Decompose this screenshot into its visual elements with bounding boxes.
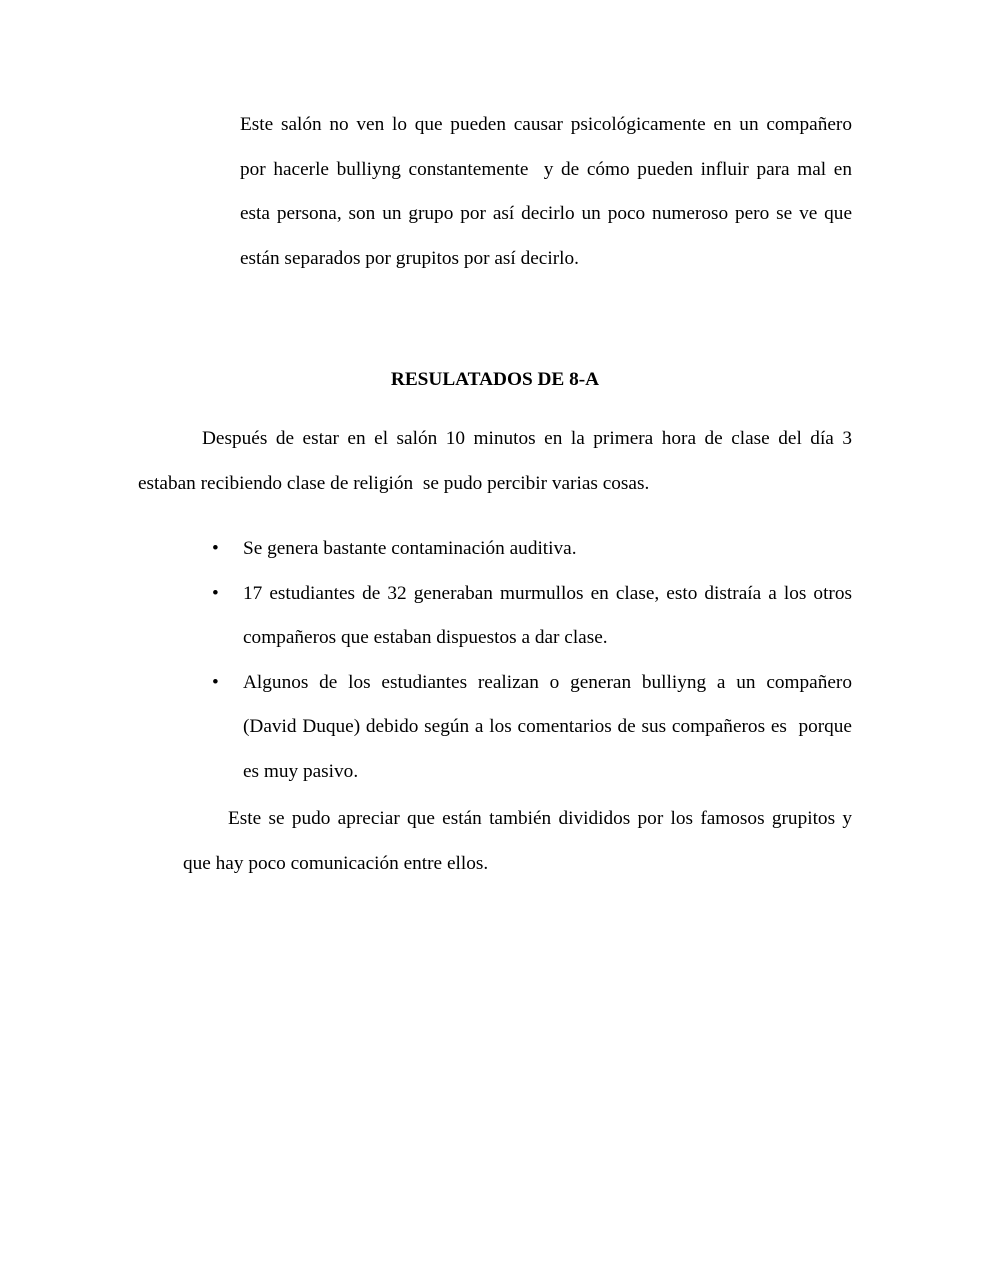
text-line: (David Duque) debido según a los comentarios de sus compañeros es porque: [243, 716, 852, 737]
text-line: Se genera bastante contaminación auditiva.: [243, 538, 577, 559]
text-line: están separados por grupitos por así decirlo.: [240, 247, 579, 269]
text-line: Este salón no ven lo que pueden causar psicológicamente en un compañero: [240, 114, 852, 135]
bullet-icon: •: [212, 582, 219, 604]
text-line: Este se pudo apreciar que están también divididos por los famosos grupitos y: [228, 808, 852, 829]
text-line: por hacerle bulliyng constantemente y de cómo pueden influir para mal en: [240, 158, 852, 180]
text-line: Algunos de los estudiantes realizan o generan bulliyng a un compañero: [243, 671, 852, 693]
bullet-icon: •: [212, 671, 219, 693]
intro-paragraph: [240, 103, 852, 281]
text-line: estaban recibiendo clase de religión se pudo percibir varias cosas.: [138, 472, 650, 494]
list-item: [138, 661, 852, 795]
list-item: [138, 572, 852, 661]
text-line: esta persona, son un grupo por así decirlo un poco numeroso pero se ve que: [240, 203, 852, 224]
section-heading: RESULATADOS DE 8-A: [390, 369, 600, 390]
text-line: es muy pasivo.: [243, 760, 359, 782]
findings-list: [138, 527, 852, 794]
closing-paragraph: [183, 797, 852, 886]
observation-paragraph: [138, 417, 852, 506]
text-line: compañeros que estaban dispuestos a dar clase.: [243, 627, 608, 648]
text-line: 17 estudiantes de 32 generaban murmullos en clase, esto distraía a los otros: [243, 582, 852, 604]
text-line: Después de estar en el salón 10 minutos en la primera hora de clase del día 3: [202, 428, 852, 449]
bullet-icon: •: [212, 538, 219, 559]
list-item: [138, 527, 852, 572]
text-line: que hay poco comunicación entre ellos.: [183, 852, 489, 874]
